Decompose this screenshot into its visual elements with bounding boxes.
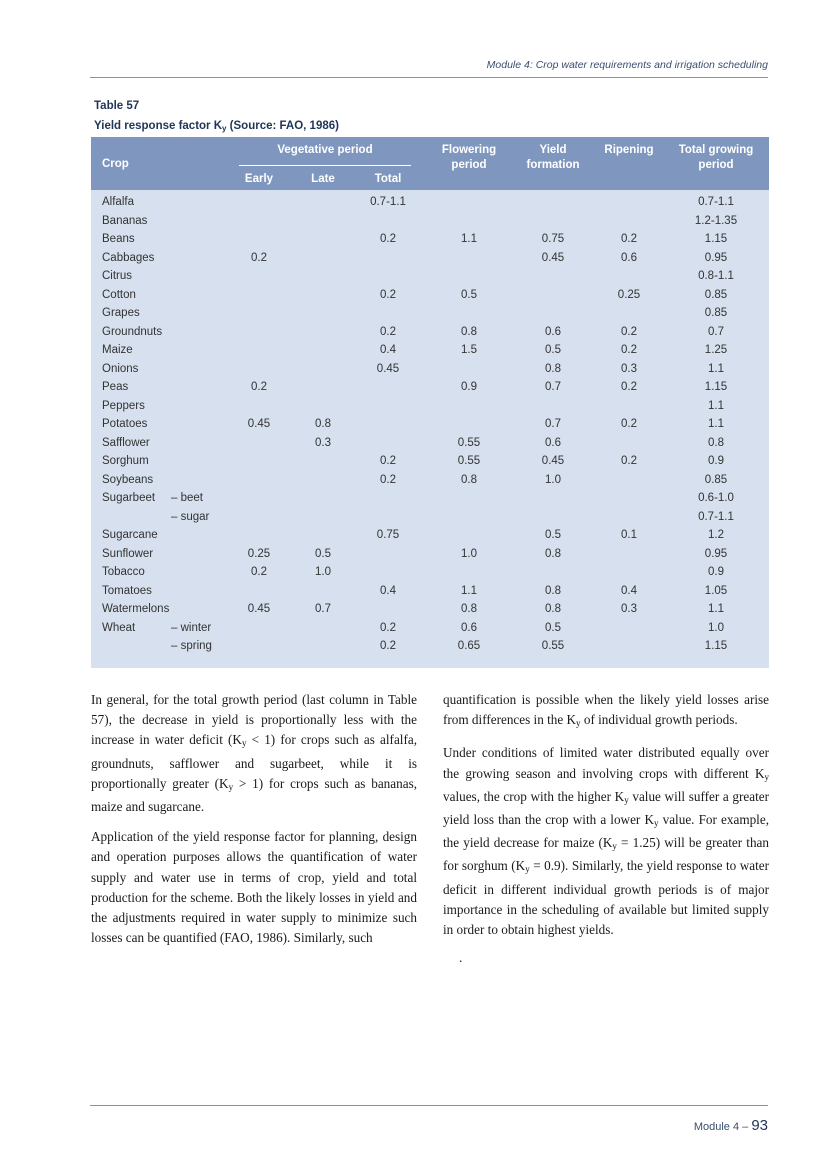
cell-ripening: 0.1: [621, 529, 637, 541]
paragraph-quantification: quantification is possible when the likely yield losses arise from differences in the $K_y$ of individual growth periods.: [443, 692, 769, 729]
table-row: [91, 286, 769, 305]
cell-growing: 1.1: [708, 399, 724, 412]
cell-flowering: 1.1: [461, 233, 477, 245]
cell-early: 0.2: [251, 251, 267, 264]
table-row: [91, 193, 769, 212]
cell-yield: 0.5: [545, 621, 561, 634]
cell-early: 0.45: [247, 603, 271, 615]
table-row: [91, 526, 769, 545]
header-ripening: Ripening: [604, 144, 654, 156]
cell-growing: 1.05: [704, 584, 728, 597]
cell-flowering: 0.65: [457, 640, 481, 652]
table-row: [91, 434, 769, 453]
cell-crop: Beans: [102, 233, 135, 245]
cell-crop: Peppers: [102, 399, 145, 412]
cell-crop: Tobacco: [102, 566, 145, 578]
table-row: [91, 415, 769, 434]
table-row: [91, 341, 769, 360]
cell-yield: 0.8: [545, 547, 561, 560]
cell-growing: 1.2: [708, 529, 724, 541]
body-column-right: [443, 690, 769, 966]
cell-growing: 1.25: [704, 344, 728, 356]
cell-late: 0.3: [315, 436, 331, 449]
table-title: Yield response factor $K_y$ (Source: FAO, 1986): [94, 120, 339, 133]
cell-yield: 0.5: [545, 529, 561, 541]
header-total-growing-period: Total growing period: [678, 144, 754, 171]
cell-growing: 1.2-1.35: [694, 214, 738, 227]
table-row: [91, 212, 769, 231]
cell-yield: 1.0: [545, 473, 561, 486]
cell-crop: Peas: [102, 381, 129, 393]
table-row: [91, 452, 769, 471]
cell-ripening: 0.6: [621, 251, 637, 264]
table-row: [91, 619, 769, 638]
cell-early: 0.2: [251, 566, 267, 578]
cell-late: 0.8: [315, 418, 331, 430]
cell-crop: Sorghum: [102, 455, 149, 467]
table-row: [91, 397, 769, 416]
header-late: Late: [311, 173, 335, 185]
cell-crop-variant: – spring: [171, 640, 212, 652]
cell-ripening: 0.2: [621, 233, 637, 245]
cell-early: 0.2: [251, 381, 267, 393]
cell-flowering: 1.0: [461, 547, 477, 560]
table-row: [91, 378, 769, 397]
cell-crop: Sugarbeet: [102, 492, 156, 504]
table-row: [91, 637, 769, 656]
page-footer: Module 4 – 93: [693, 1117, 768, 1134]
cell-crop: Cabbages: [102, 251, 155, 264]
cell-growing: 0.6-1.0: [698, 492, 734, 504]
cell-growing: 0.85: [704, 307, 728, 319]
table-row: [91, 563, 769, 582]
table-header: [91, 137, 769, 190]
footer-rule: [90, 1105, 768, 1106]
cell-total: 0.2: [380, 640, 396, 652]
cell-yield: 0.75: [541, 233, 565, 245]
table-row: [91, 489, 769, 508]
cell-growing: 1.15: [704, 233, 728, 245]
cell-crop: Sunflower: [102, 547, 154, 560]
body-column-left: [91, 690, 417, 958]
cell-ripening: 0.4: [621, 584, 637, 597]
cell-growing: 0.95: [704, 251, 728, 264]
cell-total: 0.2: [380, 455, 396, 467]
cell-growing: 0.9: [708, 566, 724, 578]
cell-yield: 0.55: [541, 640, 565, 652]
cell-growing: 0.7-1.1: [698, 196, 734, 208]
cell-crop: Grapes: [102, 307, 140, 319]
cell-total: 0.2: [380, 621, 396, 634]
cell-yield: 0.6: [545, 325, 561, 338]
yield-response-table: [91, 137, 769, 668]
running-head: Module 4: Crop water requirements and irrigation scheduling: [486, 59, 768, 71]
cell-crop: Maize: [102, 344, 133, 356]
cell-total: 0.2: [380, 325, 396, 338]
cell-growing: 0.8-1.1: [698, 270, 734, 282]
header-total: Total: [374, 173, 402, 185]
cell-early: 0.25: [247, 547, 271, 560]
cell-yield: 0.7: [545, 381, 561, 393]
cell-crop: Potatoes: [102, 418, 148, 430]
cell-flowering: 0.55: [457, 436, 481, 449]
table-row: [91, 545, 769, 564]
vegetative-divider: [239, 165, 411, 166]
cell-total: 0.4: [380, 344, 396, 356]
header-rule: [90, 77, 768, 78]
header-early: Early: [244, 173, 274, 185]
stray-mark: .: [459, 950, 463, 966]
cell-growing: 0.8: [708, 436, 724, 449]
cell-yield: 0.8: [545, 584, 561, 597]
header-crop: Crop: [102, 158, 129, 170]
cell-crop-variant: – beet: [171, 492, 203, 504]
cell-crop: Citrus: [102, 270, 133, 282]
cell-ripening: 0.25: [617, 288, 641, 301]
cell-crop: Watermelons: [102, 603, 170, 615]
cell-ripening: 0.2: [621, 325, 637, 338]
cell-growing: 1.0: [708, 621, 724, 634]
cell-flowering: 0.55: [457, 455, 481, 467]
table-row: [91, 230, 769, 249]
cell-crop: Wheat: [102, 621, 136, 634]
cell-flowering: 0.9: [461, 381, 477, 393]
table-row: [91, 304, 769, 323]
table-row: [91, 600, 769, 619]
cell-total: 0.2: [380, 233, 396, 245]
cell-crop: Bananas: [102, 214, 148, 227]
header-yield-formation: Yield formation: [526, 144, 580, 171]
cell-growing: 0.95: [704, 547, 728, 560]
cell-growing: 0.85: [704, 288, 728, 301]
page-number: 93: [751, 1117, 768, 1134]
paragraph-growth-period: In general, for the total growth period (last column in Table 57), the decrease in yield is proportionally less with the increase in water deficit $(K_y < 1)$ for crops such as alfalfa, groundnuts, safflower and sugarbeet, while it is proportionally greater $(K_y > 1)$ for crops such as bananas, maize and sugarcane.: [91, 692, 417, 815]
table-number: Table 57: [94, 100, 140, 112]
cell-ripening: 0.3: [621, 603, 637, 615]
cell-flowering: 0.8: [461, 325, 477, 338]
paragraph-application: Application of the yield response factor for planning, design and operation purposes allows the quantification of water supply and water use in terms of crop, yield and total production for the scheme. Both the likely losses in yield and the adjustments required in water supply to minimize such losses can be quantified (FAO, 1986). Similarly, such: [91, 829, 417, 946]
cell-total: 0.45: [376, 362, 400, 375]
cell-flowering: 0.5: [461, 288, 477, 301]
cell-crop: Soybeans: [102, 473, 154, 486]
cell-flowering: 1.1: [461, 584, 477, 597]
cell-growing: 1.15: [704, 381, 728, 393]
cell-crop: Sugarcane: [102, 529, 158, 541]
cell-crop: Safflower: [102, 436, 150, 449]
table-row: [91, 582, 769, 601]
cell-total: 0.2: [380, 473, 396, 486]
cell-yield: 0.45: [541, 455, 565, 467]
cell-crop: Alfalfa: [102, 196, 134, 208]
header-vegetative-period: Vegetative period: [277, 144, 373, 156]
table-row: [91, 360, 769, 379]
cell-crop: Onions: [102, 362, 139, 375]
cell-crop: Tomatoes: [102, 584, 152, 597]
table-row: [91, 267, 769, 286]
cell-total: 0.4: [380, 584, 396, 597]
cell-total: 0.2: [380, 288, 396, 301]
cell-crop-variant: – winter: [171, 621, 212, 634]
cell-ripening: 0.2: [621, 418, 637, 430]
cell-growing: 0.7-1.1: [698, 510, 734, 523]
header-flowering-period: Flowering period: [441, 144, 497, 171]
cell-yield: 0.45: [541, 251, 565, 264]
cell-growing: 1.1: [708, 603, 724, 615]
table-row: [91, 249, 769, 268]
cell-late: 1.0: [315, 566, 331, 578]
cell-growing: 1.1: [708, 418, 724, 430]
cell-yield: 0.6: [545, 436, 561, 449]
table-body: [91, 193, 769, 656]
table-row: [91, 323, 769, 342]
cell-crop: Cotton: [102, 288, 136, 301]
cell-crop: Groundnuts: [102, 325, 163, 338]
cell-growing: 1.1: [708, 362, 724, 375]
cell-early: 0.45: [247, 418, 271, 430]
cell-ripening: 0.2: [621, 455, 637, 467]
cell-total: 0.75: [376, 529, 400, 541]
cell-ripening: 0.2: [621, 381, 637, 393]
table-caption: [94, 96, 339, 139]
table-row: [91, 471, 769, 490]
table-row: [91, 508, 769, 527]
cell-late: 0.7: [315, 603, 331, 615]
cell-late: 0.5: [315, 547, 331, 560]
cell-growing: 1.15: [704, 640, 728, 652]
paragraph-limited-water: Under conditions of limited water distributed equally over the growing season and involving crops with different $K_y$ values, the crop with the higher $K_y$ value will suffer a greater yield loss than the crop with a lower $K_y$ value. For example, the yield decrease for maize $(K_y = 1.25)$ will be greater than for sorghum $(K_y = 0.9)$. Similarly, the yield response to water deficit in different individual growth periods is of major importance in the scheduling of available but limited supply in order to obtain highest yields.: [443, 745, 769, 938]
cell-flowering: 0.6: [461, 621, 477, 634]
cell-growing: 0.85: [704, 473, 728, 486]
cell-yield: 0.8: [545, 603, 561, 615]
cell-ripening: 0.3: [621, 362, 637, 375]
cell-crop-variant: – sugar: [171, 510, 210, 523]
cell-flowering: 0.8: [461, 473, 477, 486]
cell-flowering: 1.5: [461, 344, 477, 356]
cell-growing: 0.7: [708, 325, 724, 338]
cell-flowering: 0.8: [461, 603, 477, 615]
cell-yield: 0.8: [545, 362, 561, 375]
cell-total: 0.7-1.1: [370, 196, 406, 208]
cell-yield: 0.7: [545, 418, 561, 430]
cell-growing: 0.9: [708, 455, 724, 467]
cell-yield: 0.5: [545, 344, 561, 356]
cell-ripening: 0.2: [621, 344, 637, 356]
